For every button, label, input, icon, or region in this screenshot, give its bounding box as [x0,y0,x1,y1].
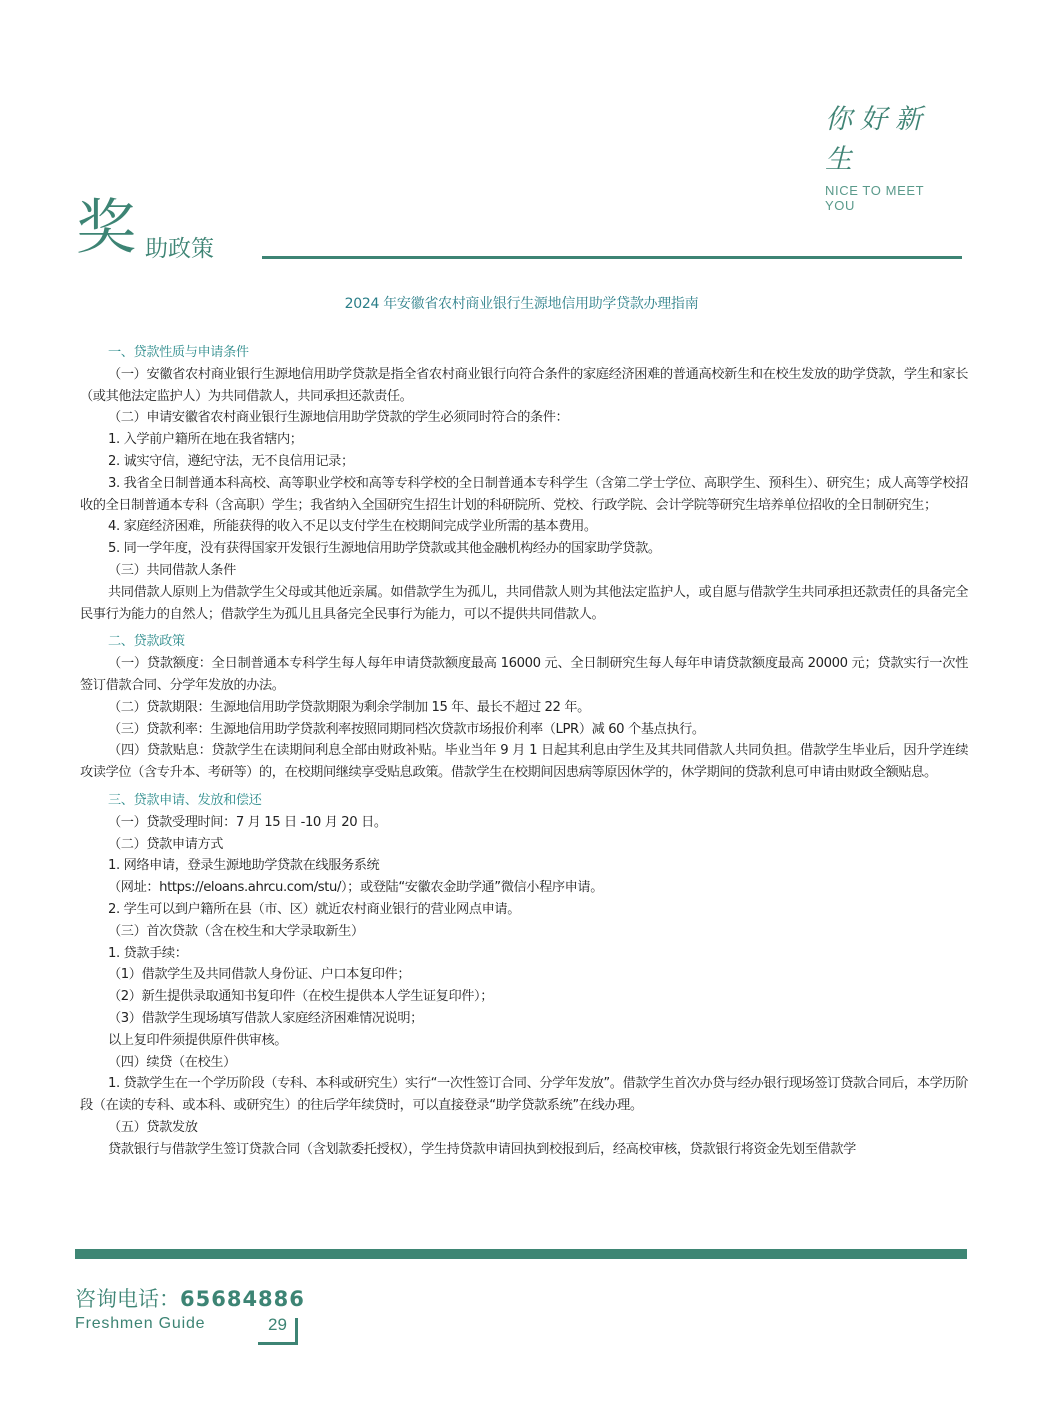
phone-label: 咨询电话： [75,1287,180,1311]
paragraph: 5. 同一学年度，没有获得国家开发银行生源地信用助学贷款或其他金融机构经办的国家助学贷款。 [108,541,661,557]
paragraph: （一）安徽省农村商业银行生源地信用助学贷款是指全省农村商业银行向符合条件的家庭经济困难的普通高校新生和在校生发放的助学贷款，学生和家长（或其他法定监护人）为共同借款人，共同承担还款责任。 [80,366,968,404]
page-number: 29 [268,1315,287,1334]
paragraph: 以上复印件须提供原件供审核。 [108,1032,288,1048]
consult-phone [75,1283,305,1313]
paragraph: （三）首次贷款（含在校生和大学录取新生） [108,923,364,939]
footer-bar [75,1249,967,1259]
paragraph: 2. 学生可以到户籍所在县（市、区）就近农村商业银行的营业网点申请。 [108,901,520,917]
paragraph: 2. 诚实守信，遵纪守法，无不良信用记录； [108,453,354,469]
paragraph: 贷款银行与借款学生签订贷款合同（含划款委托授权），学生持贷款申请回执到校报到后，经高校审核，贷款银行将资金先划至借款学 [108,1141,856,1157]
paragraph: （1）借款学生及共同借款人身份证、户口本复印件； [108,967,411,983]
paragraph: （三）贷款利率：生源地信用助学贷款利率按照同期同档次贷款市场报价利率（LPR）减 60 个基点执行。 [108,721,705,737]
paragraph: （四）贷款贴息：贷款学生在读期间利息全部由财政补贴。毕业当年 9 月 1 日起其利息由学生及其共同借款人共同负担。借款学生毕业后，因升学连续攻读学位（含专升本、考研等）的，在校期间继续享受贴息政策。借款学生在校期间因患病等原因休学的，休学期间的贷款利息可申请由财政全额贴息。 [80,743,968,781]
paragraph: 1. 贷款手续： [108,945,188,961]
section-big-char: 奖 [76,193,136,263]
paragraph: 1. 贷款学生在一个学历阶段（专科、本科或研究生）实行“一次性签订合同、分学年发放”。借款学生首次办贷与经办银行现场签订贷款合同后，本学历阶段（在读的专科、或本科、或研究生）的往后学年续贷时，可以直接登录“助学贷款系统”在线办理。 [80,1076,968,1114]
document-title: 2024 年安徽省农村商业银行生源地信用助学贷款办理指南 [344,296,699,312]
paragraph: 1. 网络申请，登录生源地助学贷款在线服务系统 [108,858,380,874]
section-heading: 二、贷款政策 [108,634,185,650]
paragraph: （二）贷款期限：生源地信用助学贷款期限为剩余学制加 15 年、最长不超过 22 年。 [108,699,590,715]
paragraph: 共同借款人原则上为借款学生父母或其他近亲属。如借款学生为孤儿，共同借款人则为其他法定监护人，或自愿与借款学生共同承担还款责任的具备完全民事行为能力的自然人；借款学生为孤儿且具备完全民事行为能力，可以不提供共同借款人。 [80,584,968,622]
paragraph: 3. 我省全日制普通本科高校、高等职业学校和高等专科学校的全日制普通本专科学生（含第二学士学位、高职学生、预科生）、研究生；成人高等学校招收的全日制普通本专科（含高职）学生；我省纳入全国研究生招生计划的科研院所、党校、行政学院、会计学院等研究生培养单位招收的全日制研究生； [80,475,968,513]
paragraph: （五）贷款发放 [108,1119,198,1135]
paragraph: （四）续贷（在校生） [108,1054,236,1070]
paragraph: （三）共同借款人条件 [108,562,236,578]
paragraph: （二）申请安徽省农村商业银行生源地信用助学贷款的学生必须同时符合的条件： [108,410,569,426]
guide-label: Freshmen Guide [75,1315,206,1332]
paragraph: （2）新生提供录取通知书复印件（在校生提供本人学生证复印件）； [108,989,494,1005]
header-divider [262,256,962,259]
phone-number: 65684886 [180,1287,305,1311]
paragraph: 4. 家庭经济困难，所能获得的收入不足以支付学生在校期间完成学业所需的基本费用。 [108,519,597,535]
section-heading: 一、贷款性质与申请条件 [108,345,249,360]
paragraph: 1. 入学前户籍所在地在我省辖内； [108,432,303,448]
greeting-cn: 你好新生 [825,104,930,175]
document-body [80,342,968,1160]
paragraph: （3）借款学生现场填写借款人家庭经济困难情况说明； [108,1010,423,1026]
greeting-en: NICE TO MEET YOU [825,183,924,213]
section-header [76,192,966,272]
paragraph: （一）贷款受理时间：7 月 15 日 -10 月 20 日。 [108,814,387,830]
paragraph: （网址：https://eloans.ahrcu.com/stu/）；或登陆“安徽农金助学通”微信小程序申请。 [108,880,604,896]
paragraph: （二）贷款申请方式 [108,836,224,852]
paragraph: （一）贷款额度：全日制普通本专科学生每人每年申请贷款额度最高 16000 元、全日制研究生每人每年申请贷款额度最高 20000 元；贷款实行一次性签订借款合同、分学年发放的办法。 [80,656,968,693]
section-heading: 三、贷款申请、发放和偿还 [108,792,262,808]
section-sub-title: 助政策 [145,236,214,262]
